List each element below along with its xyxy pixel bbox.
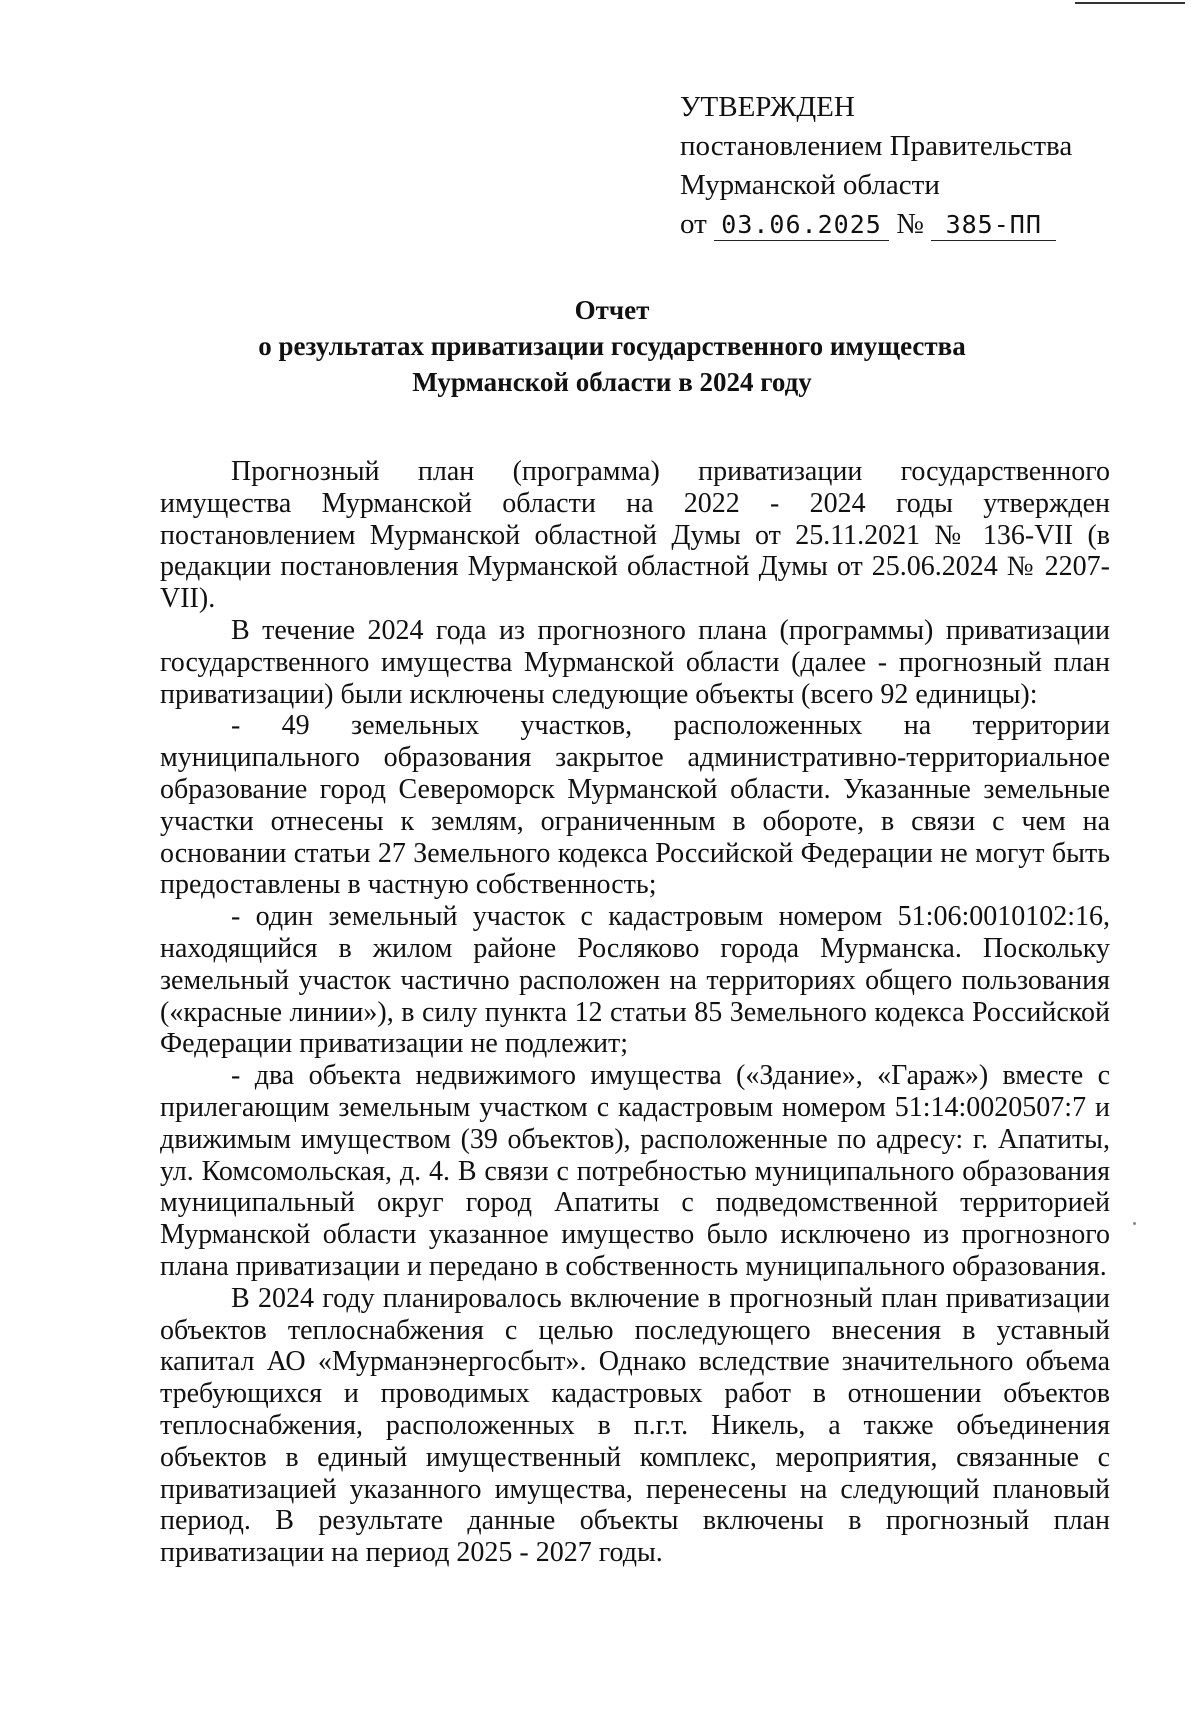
- paragraph-heat-supply: В 2024 году планировалось включение в прогнозный план приватизации объектов теплоснабжения с целью последующего внесения в уставный капитал АО «Мурманэнергосбыт». Однако вследствие значительного объема требующихся и проводимых кадастровых работ в отношении объектов теплоснабжения, расположенных в п.г.т. Никель, а также объединения объектов в единый имущественный комплекс, мероприятия, связанные с приватизацией указанного имущества, перенесены на следующий плановый период. В результате данные объекты включены в прогнозный план приватизации на период 2025 - 2027 годы.: [160, 1282, 1110, 1569]
- paragraph-program: Прогнозный план (программа) приватизации государственного имущества Мурманской области на 2022 - 2024 годы утвержден постановлением Мурманской областной Думы от 25.11.2021 № 136-VII (в редакции постановления Мурманской областной Думы от 25.06.2024 № 2207-VII).: [160, 456, 1110, 615]
- paragraph-land-plots-severomorsk: - 49 земельных участков, расположенных на территории муниципального образования закрытое административно-территориальное образование город Североморск Мурманской области. Указанные земельные участки отнесены к землям, ограниченным в обороте, в связи с чем на основании статьи 27 Земельного кодекса Российской Федерации не могут быть предоставлены в частную собственность;: [160, 710, 1110, 901]
- approval-stamp: [680, 88, 1100, 244]
- number-sign: №: [896, 208, 924, 240]
- approval-date: 03.06.2025: [714, 210, 889, 241]
- paragraph-land-plot-roslyakovo: - один земельный участок с кадастровым номером 51:06:0010102:16, находящийся в жилом районе Росляково города Мурманска. Поскольку земельный участок частично расположен на территориях общего пользования («красные линии»), в силу пункта 12 статьи 85 Земельного кодекса Российской Федерации приватизации не подлежит;: [160, 901, 1110, 1060]
- title-line-2: о результатах приватизации государственного имущества: [258, 331, 966, 361]
- approval-line-2: Мурманской области: [680, 169, 940, 201]
- corner-mark: [1075, 2, 1185, 4]
- approval-heading: УТВЕРЖДЕН: [680, 91, 855, 123]
- document-title: [150, 292, 1074, 400]
- title-line-3: Мурманской области в 2024 году: [412, 367, 812, 397]
- approval-date-line: [680, 205, 1100, 244]
- document-body: [160, 456, 1110, 1569]
- approval-number: 385-ПП: [931, 210, 1056, 241]
- title-line-1: Отчет: [574, 295, 650, 325]
- paragraph-excluded-objects: В течение 2024 года из прогнозного плана (программы) приватизации государственного имущества Мурманской области (далее - прогнозный план приватизации) были исключены следующие объекты (всего 92 единицы):: [160, 614, 1110, 710]
- paragraph-apatity-property: - два объекта недвижимого имущества («Здание», «Гараж») вместе с прилегающим земельным участком с кадастровым номером 51:14:0020507:7 и движимым имуществом (39 объектов), расположенные по адресу: г. Апатиты, ул. Комсомольская, д. 4. В связи с потребностью муниципального образования муниципальный округ город Апатиты с подведомственной территорией Мурманской области указанное имущество было исключено из прогнозного плана приватизации и передано в собственность муниципального образования.: [160, 1060, 1110, 1282]
- date-prefix: от: [680, 208, 707, 240]
- approval-line-1: постановлением Правительства: [680, 130, 1073, 162]
- scan-speck: [1133, 1222, 1136, 1225]
